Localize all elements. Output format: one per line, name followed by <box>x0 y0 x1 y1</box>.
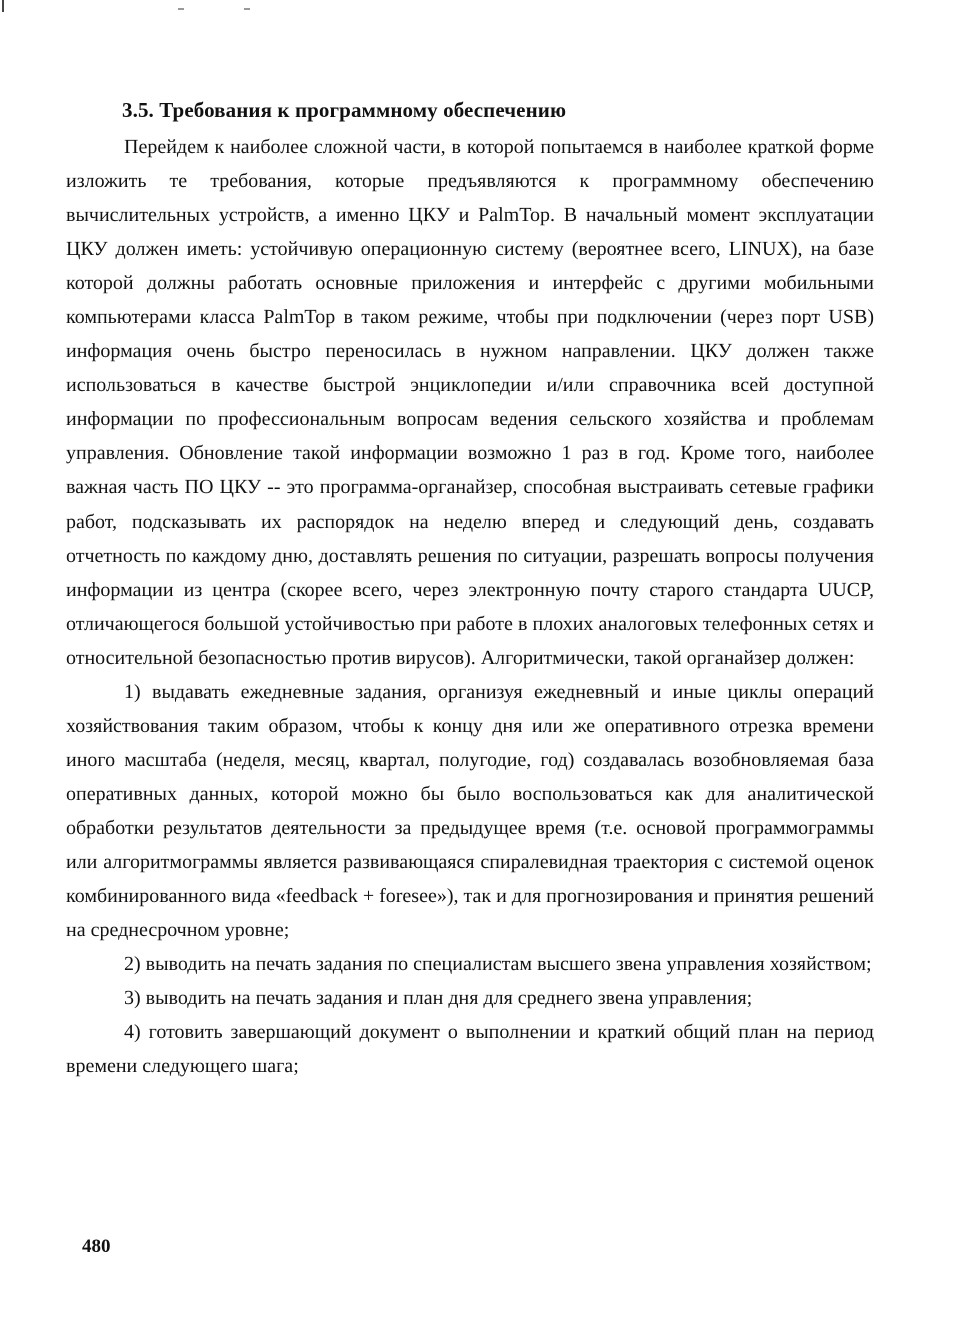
paragraph-item-1: 1) выдавать ежедневные задания, организуя ежедневный и иные циклы операций хозяйствования таким образом, чтобы к концу дня или же оперативного отрезка времени иного масштаба (неделя, месяц, квартал, полугодие, год) создавалась возобновляемая база оперативных данных, которой можно бы было воспользоваться как для аналитической обработки результатов деятельности за предыдущее время (т.е. основой программограммы или алгоритмограммы является развивающаяся спиралевидная траектория с системой оценок комбинированного вида «feedback + foresee»), так и для прогнозирования и принятия решений на среднесрочном уровне; <box>66 680 874 942</box>
paragraph-item-2: 2) выводить на печать задания по специалистам высшего звена управления хозяйством; <box>124 953 872 976</box>
scan-artifact <box>244 8 250 10</box>
section-heading: 3.5. Требования к программному обеспечению <box>122 98 567 122</box>
scan-artifact <box>2 0 4 12</box>
paragraph-item-4: 4) готовить завершающий документ о выполнении и краткий общий план на период времени следующего шага; <box>66 1021 874 1078</box>
page-number: 480 <box>82 1236 111 1257</box>
paragraph-item-3: 3) выводить на печать задания и план дня для среднего звена управления; <box>124 987 753 1010</box>
paragraph-intro: Перейдем к наиболее сложной части, в которой попытаемся в наиболее краткой форме изложить те требования, которые предъявляются к программному обеспечению вычислительных устройств, а именно ЦКУ и PalmTop. В начальный момент эксплуатации ЦКУ должен иметь: устойчивую операционную систему (вероятнее всего, LINUX), на базе которой должны работать основные приложения и интерфейс с другими мобильными компьютерами класса PalmTop в таком режиме, чтобы при подключении (через порт USB) информация очень быстро переносилась в нужном направлении. ЦКУ должен также использоваться в качестве быстрой энциклопедии и/или справочника всей доступной информации по профессиональным вопросам ведения сельского хозяйства и проблемам управления. Обновление такой информации возможно 1 раз в год. Кроме того, наиболее важная часть ПО ЦКУ -- это программа-органайзер, способная выстраивать сетевые графики работ, подсказывать их распорядок на неделю вперед и следующий день, создавать отчетность по каждому дню, доставлять решения по ситуации, разрешать вопросы получения информации из центра (скорее всего, через электронную почту старого стандарта UUCP, отличающегося большой устойчивостью при работе в плохих аналоговых телефонных сетях и относительной безопасностью против вирусов). Алгоритмически, такой органайзер должен: <box>66 136 874 669</box>
scan-artifact <box>178 8 184 10</box>
body-text <box>66 130 874 1083</box>
